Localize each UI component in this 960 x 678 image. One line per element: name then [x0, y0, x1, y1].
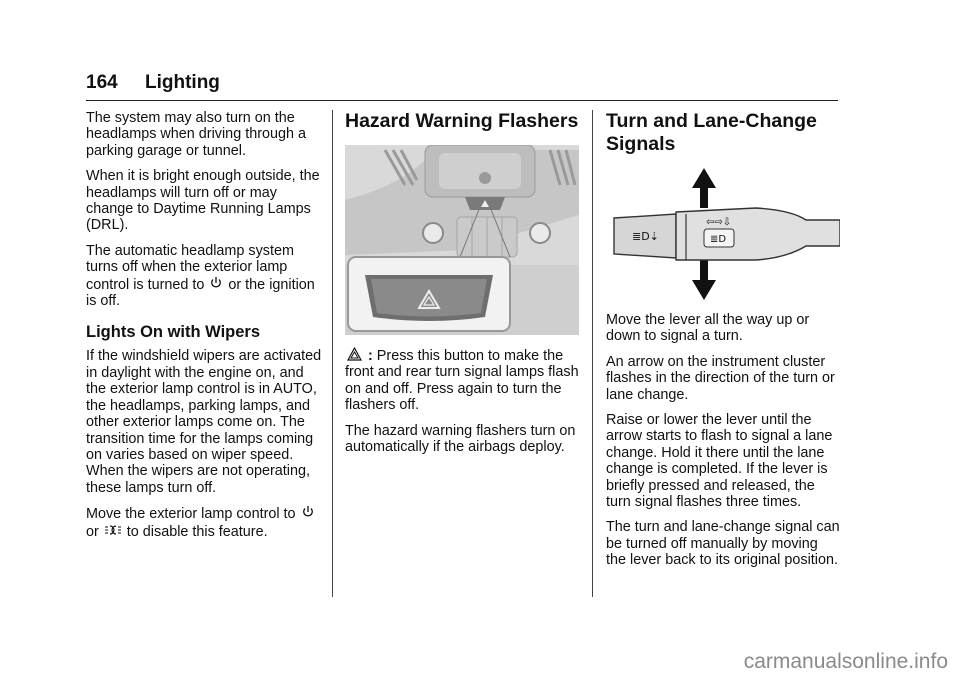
paragraph: An arrow on the instrument cluster flashes in the direction of the turn or lane change. [606, 353, 835, 403]
label-colon: : [368, 348, 373, 364]
column-divider [592, 110, 593, 597]
svg-text:⇦⇨⇩: ⇦⇨⇩ [706, 217, 732, 228]
power-off-icon [302, 505, 314, 519]
paragraph-text: or the ignition is off. [86, 276, 315, 310]
paragraph: Raise or lower the lever until the arrow starts to flash to signal a lane change. Hold it there until the lane change is completed. If the lever is briefly pressed and released, the turn signal flashes three times. [606, 412, 833, 511]
hazard-triangle-icon [347, 347, 362, 361]
column-right [606, 110, 840, 578]
paragraph [345, 347, 579, 414]
paragraph: Move the lever all the way up or down to signal a turn. [606, 312, 810, 345]
section-heading: Hazard Warning Flashers [345, 110, 579, 132]
paragraph-text: The automatic headlamp system turns off when the exterior lamp control is turned to [86, 242, 294, 293]
paragraph [86, 505, 322, 540]
power-off-icon [210, 276, 222, 290]
paragraph: The hazard warning flashers turn on automatically if the airbags deploy. [345, 422, 576, 456]
hazard-button-illustration [345, 145, 579, 335]
paragraph: The system may also turn on the headlamps when driving through a parking garage or tunnel. [86, 110, 306, 159]
page-header [86, 70, 838, 101]
paragraph-text: to disable this feature. [126, 523, 268, 540]
subheading: Lights On with Wipers [86, 323, 261, 342]
parking-lamp-icon [105, 523, 121, 537]
section-heading: Turn and Lane-Change Signals [606, 110, 817, 155]
column-divider [332, 110, 333, 597]
page-number: 164 [86, 72, 118, 93]
paragraph-text: Press this button to make the front and rear turn signal lamps flash on and off. Press again to turn the flashers off. [345, 348, 579, 414]
column-left [86, 110, 322, 549]
watermark: carmanualsonline.info [743, 650, 948, 673]
column-middle [345, 110, 579, 464]
section-title: Lighting [145, 72, 220, 93]
paragraph: If the windshield wipers are activated in daylight with the engine on, and the exterior lamp control is in AUTO, the headlamps, parking lamps, and other exterior lamps come on. The transition time for the lamps coming on varies based on wiper speed. When the wipers are not operating, these lamps turn off. [86, 348, 322, 496]
paragraph-text: or [86, 523, 99, 540]
paragraph-text: Move the exterior lamp control to [86, 506, 296, 523]
paragraph [86, 243, 322, 310]
svg-text:≣D⇣: ≣D⇣ [632, 230, 659, 243]
svg-text:≣D: ≣D [710, 234, 727, 245]
turn-signal-lever-illustration [606, 168, 840, 300]
paragraph: When it is bright enough outside, the headlamps will turn off or may change to Daytime Running Lamps (DRL). [86, 168, 320, 234]
paragraph: The turn and lane-change signal can be turned off manually by moving the lever back to its original position. [606, 519, 840, 569]
